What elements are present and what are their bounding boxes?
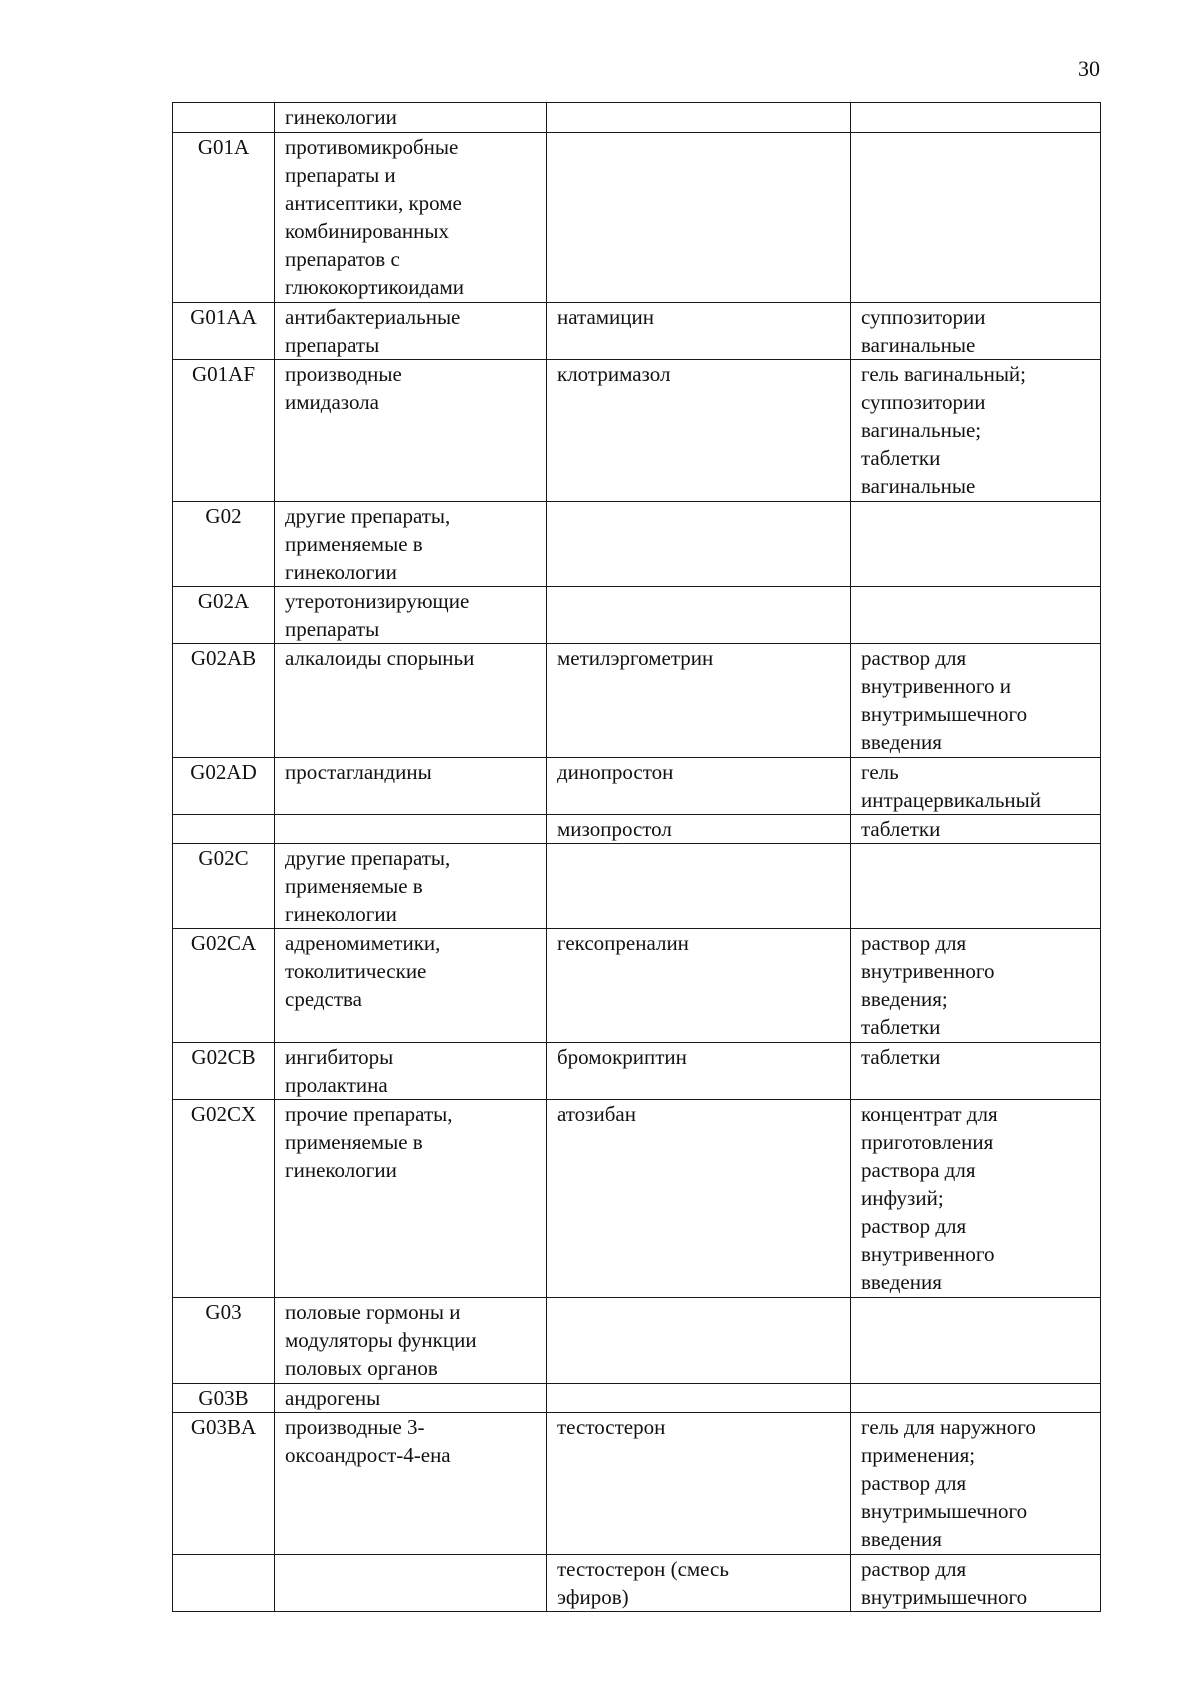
dosage-form-cell: таблетки (851, 815, 1101, 844)
substance-cell: тестостерон (смесь эфиров) (547, 1555, 851, 1612)
substance-cell (547, 587, 851, 644)
substance-cell (547, 1384, 851, 1413)
atc-code-cell: G03 (173, 1298, 275, 1384)
table-row (173, 929, 1101, 1043)
group-name-cell: антибактериальные препараты (275, 303, 547, 360)
group-name-cell: противомикробные препараты и антисептики, кроме комбинированных препаратов с глюкокортикоидами (275, 133, 547, 303)
table-row (173, 1413, 1101, 1555)
page-number: 30 (1078, 56, 1100, 81)
substance-cell (547, 502, 851, 587)
dosage-form-cell: раствор для внутримышечного (851, 1555, 1101, 1612)
substance-cell: клотримазол (547, 360, 851, 502)
substance-cell: мизопростол (547, 815, 851, 844)
dosage-form-cell (851, 103, 1101, 133)
group-name-cell: другие препараты, применяемые в гинекологии (275, 844, 547, 929)
atc-code-cell: G01AA (173, 303, 275, 360)
table-row (173, 1384, 1101, 1413)
atc-code-cell: G02A (173, 587, 275, 644)
table-row (173, 844, 1101, 929)
atc-code-cell: G02C (173, 844, 275, 929)
table-row (173, 133, 1101, 303)
atc-code-cell: G03B (173, 1384, 275, 1413)
table-row (173, 1555, 1101, 1612)
group-name-cell: андрогены (275, 1384, 547, 1413)
dosage-form-cell: гель для наружного применения; раствор для внутримышечного введения (851, 1413, 1101, 1555)
table-row (173, 587, 1101, 644)
table-row (173, 1100, 1101, 1298)
dosage-form-cell: гель вагинальный; суппозитории вагинальные; таблетки вагинальные (851, 360, 1101, 502)
dosage-form-cell: суппозитории вагинальные (851, 303, 1101, 360)
atc-code-cell: G02AD (173, 758, 275, 815)
dosage-form-cell: раствор для внутривенного и внутримышечного введения (851, 644, 1101, 758)
atc-code-cell: G02CB (173, 1043, 275, 1100)
atc-code-cell: G01AF (173, 360, 275, 502)
atc-code-cell: G02 (173, 502, 275, 587)
group-name-cell (275, 1555, 547, 1612)
group-name-cell: производные имидазола (275, 360, 547, 502)
atc-code-cell (173, 103, 275, 133)
drug-table (172, 102, 1101, 1612)
group-name-cell: ингибиторы пролактина (275, 1043, 547, 1100)
dosage-form-cell (851, 133, 1101, 303)
atc-code-cell: G01A (173, 133, 275, 303)
table-body (173, 103, 1101, 1612)
substance-cell: натамицин (547, 303, 851, 360)
dosage-form-cell (851, 1298, 1101, 1384)
group-name-cell: адреномиметики, токолитические средства (275, 929, 547, 1043)
dosage-form-cell (851, 587, 1101, 644)
substance-cell: бромокриптин (547, 1043, 851, 1100)
dosage-form-cell: таблетки (851, 1043, 1101, 1100)
group-name-cell: прочие препараты, применяемые в гинекологии (275, 1100, 547, 1298)
dosage-form-cell: концентрат для приготовления раствора для инфузий; раствор для внутривенного введения (851, 1100, 1101, 1298)
atc-code-cell: G02AB (173, 644, 275, 758)
substance-cell (547, 103, 851, 133)
substance-cell: гексопреналин (547, 929, 851, 1043)
table-row (173, 502, 1101, 587)
dosage-form-cell: гель интрацервикальный (851, 758, 1101, 815)
atc-code-cell: G03BA (173, 1413, 275, 1555)
table-row (173, 360, 1101, 502)
atc-code-cell: G02CX (173, 1100, 275, 1298)
atc-code-cell: G02CA (173, 929, 275, 1043)
dosage-form-cell (851, 844, 1101, 929)
table-row (173, 303, 1101, 360)
substance-cell: атозибан (547, 1100, 851, 1298)
table-row (173, 103, 1101, 133)
table-row (173, 1298, 1101, 1384)
table-row (173, 644, 1101, 758)
table-row (173, 758, 1101, 815)
group-name-cell: другие препараты, применяемые в гинекологии (275, 502, 547, 587)
substance-cell: тестостерон (547, 1413, 851, 1555)
dosage-form-cell (851, 502, 1101, 587)
group-name-cell: утеротонизирующие препараты (275, 587, 547, 644)
atc-code-cell (173, 815, 275, 844)
group-name-cell: производные 3- оксоандрост-4-ена (275, 1413, 547, 1555)
substance-cell: динопростон (547, 758, 851, 815)
table-row (173, 1043, 1101, 1100)
atc-code-cell (173, 1555, 275, 1612)
group-name-cell (275, 815, 547, 844)
substance-cell (547, 1298, 851, 1384)
dosage-form-cell (851, 1384, 1101, 1413)
table-row (173, 815, 1101, 844)
substance-cell (547, 133, 851, 303)
group-name-cell: алкалоиды спорыньи (275, 644, 547, 758)
group-name-cell: половые гормоны и модуляторы функции половых органов (275, 1298, 547, 1384)
substance-cell: метилэргометрин (547, 644, 851, 758)
group-name-cell: гинекологии (275, 103, 547, 133)
substance-cell (547, 844, 851, 929)
dosage-form-cell: раствор для внутривенного введения; таблетки (851, 929, 1101, 1043)
group-name-cell: простагландины (275, 758, 547, 815)
